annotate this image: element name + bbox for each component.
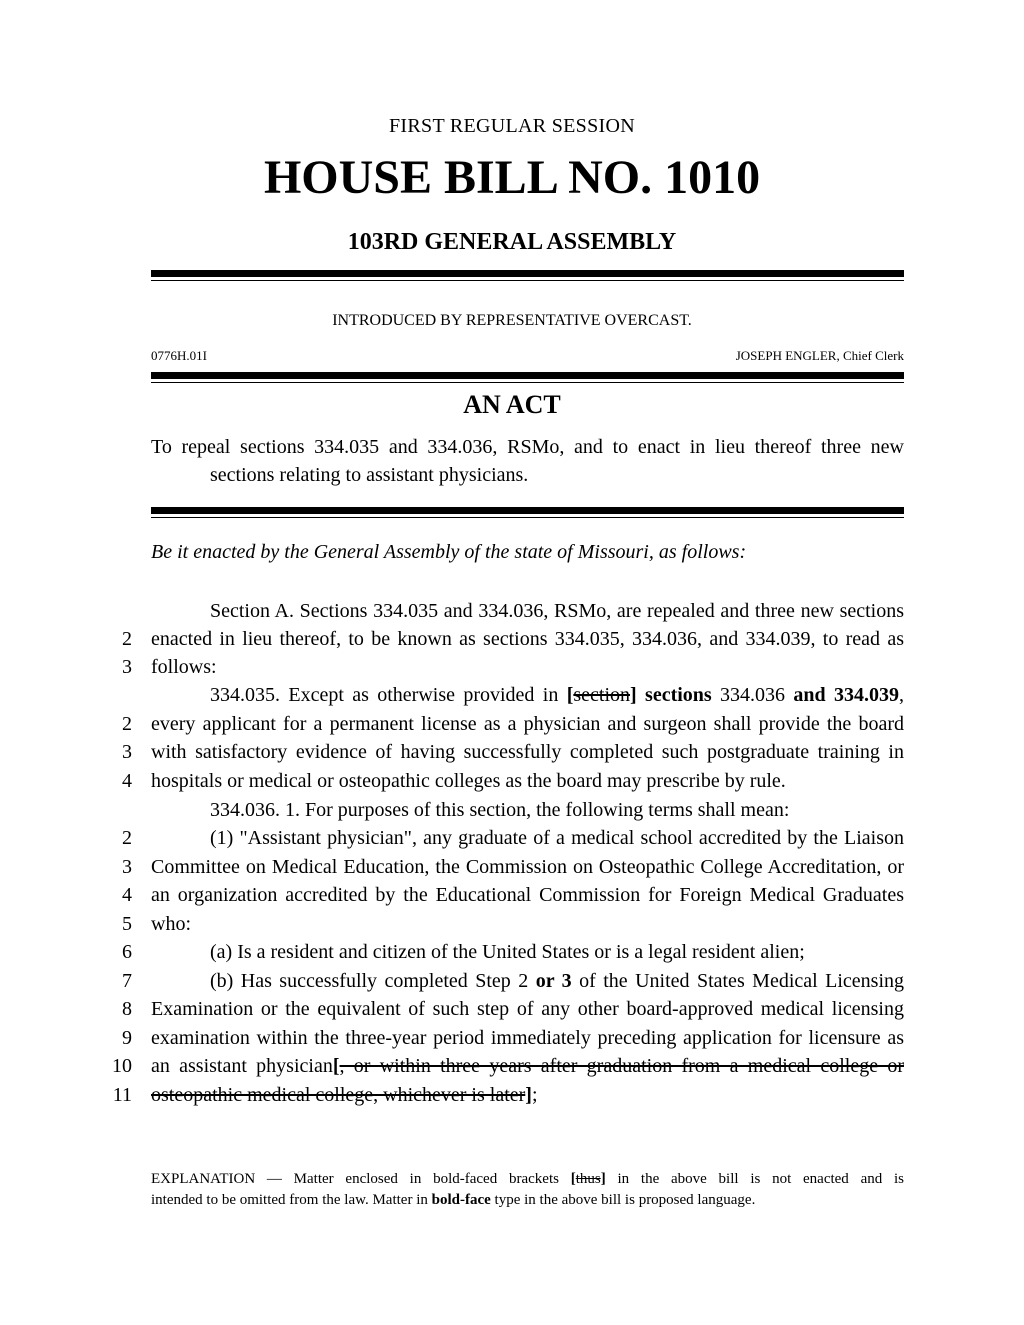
bill-text-line (151, 1081, 904, 1109)
bill-text-line: (a) Is a resident and citizen of the United States or is a legal resident alien; (210, 941, 805, 963)
added-text: sections (636, 684, 712, 706)
header-rule-thick (151, 270, 904, 277)
deleted-text: thus (575, 1171, 601, 1187)
added-text: or 3 (535, 970, 572, 992)
bracket-close: ] (600, 1171, 606, 1187)
bill-text-line: an organization accredited by the Educational Commission for Foreign Medical Graduates (151, 884, 904, 906)
header-rule-thin (151, 280, 904, 281)
line-number: 3 (122, 741, 132, 763)
line-number: 8 (122, 998, 132, 1020)
bill-text-line: who: (151, 913, 191, 935)
bill-text-line: with satisfactory evidence of having successfully completed such postgraduate training in (151, 741, 904, 763)
assembly-label: 103RD GENERAL ASSEMBLY (347, 229, 677, 255)
text-run: in the above bill is not enacted and is (605, 1171, 904, 1187)
title-rule-thin (151, 517, 904, 518)
bracket-open: [ (570, 1171, 576, 1187)
bill-text-line: examination within the three-year period immediately preceding application for licensure as (151, 1027, 904, 1049)
bill-text-line: follows: (151, 656, 217, 678)
text-run: ; (531, 1084, 538, 1106)
bill-text-line (210, 681, 904, 709)
bracket-open: [ (566, 684, 574, 706)
explanation-line (151, 1168, 904, 1190)
deleted-text: osteopathic medical college, whichever is later (151, 1084, 526, 1106)
act-title-line: sections relating to assistant physicians. (210, 464, 529, 486)
bill-text-line: hospitals or medical or osteopathic colleges as the board may prescribe by rule. (151, 770, 786, 792)
clerk-rule-thin (151, 382, 904, 383)
chief-clerk: JOSEPH ENGLER, Chief Clerk (735, 348, 904, 363)
title-rule-thick (151, 507, 904, 514)
deleted-text: section (573, 684, 631, 706)
lr-code: 0776H.01I (151, 348, 207, 363)
bill-text-line: Committee on Medical Education, the Commission on Osteopathic College Accreditation, or (151, 856, 904, 878)
bill-text-line: 334.036. 1. For purposes of this section, the following terms shall mean: (210, 799, 790, 821)
bill-text-line: Section A. Sections 334.035 and 334.036, RSMo, are repealed and three new sections (210, 600, 904, 622)
introduced-by: INTRODUCED BY REPRESENTATIVE OVERCAST. (332, 312, 692, 329)
line-number: 6 (122, 941, 132, 963)
bill-text-line: every applicant for a permanent license as a physician and surgeon shall provide the board (151, 713, 904, 735)
line-number: 4 (122, 770, 132, 792)
bill-text-line: (1) "Assistant physician", any graduate of a medical school accredited by the Liaison (210, 827, 904, 849)
session-label: FIRST REGULAR SESSION (389, 115, 635, 137)
bill-text-line (151, 1052, 904, 1080)
bracket-open: [ (332, 1055, 340, 1077)
act-heading: AN ACT (463, 390, 561, 419)
line-number: 3 (122, 856, 132, 878)
line-number: 10 (112, 1055, 132, 1077)
text-run: EXPLANATION — Matter enclosed in bold-faced brackets (151, 1171, 571, 1187)
line-number: 4 (122, 884, 132, 906)
text-run: , (899, 684, 905, 706)
line-number: 2 (122, 628, 132, 650)
added-text: bold-face (431, 1192, 491, 1208)
act-title-line: To repeal sections 334.035 and 334.036, RSMo, and to enact in lieu thereof three new (151, 436, 904, 458)
bracket-close: ] (630, 684, 637, 706)
deleted-text: , or within three years after graduation from a medical college or (339, 1055, 904, 1077)
text-run: intended to be omitted from the law. Matter in (151, 1192, 432, 1208)
text-run: type in the above bill is proposed language. (490, 1192, 756, 1208)
text-run: 334.036 (711, 684, 794, 706)
text-run: an assistant physician (151, 1055, 333, 1077)
line-number: 2 (122, 713, 132, 735)
text-run: (b) Has successfully completed Step 2 (210, 970, 536, 992)
bill-text-line: Examination or the equivalent of such step of any other board-approved medical licensing (151, 998, 904, 1020)
text-run: 334.035. Except as otherwise provided in (210, 684, 567, 706)
clerk-rule-thick (151, 372, 904, 379)
added-text: and 334.039 (793, 684, 900, 706)
bracket-close: ] (525, 1084, 532, 1106)
bill-text-line (210, 967, 904, 995)
line-number: 5 (122, 913, 132, 935)
bill-number: HOUSE BILL NO. 1010 (263, 151, 761, 204)
line-number: 7 (122, 970, 132, 992)
enacting-clause: Be it enacted by the General Assembly of the state of Missouri, as follows: (151, 541, 747, 563)
explanation-line (151, 1189, 904, 1211)
bill-text-line: enacted in lieu thereof, to be known as sections 334.035, 334.036, and 334.039, to read as (151, 628, 904, 650)
text-run: of the United States Medical Licensing (571, 970, 904, 992)
line-number: 2 (122, 827, 132, 849)
line-number: 3 (122, 656, 132, 678)
line-number: 9 (122, 1027, 132, 1049)
line-number: 11 (112, 1084, 132, 1106)
